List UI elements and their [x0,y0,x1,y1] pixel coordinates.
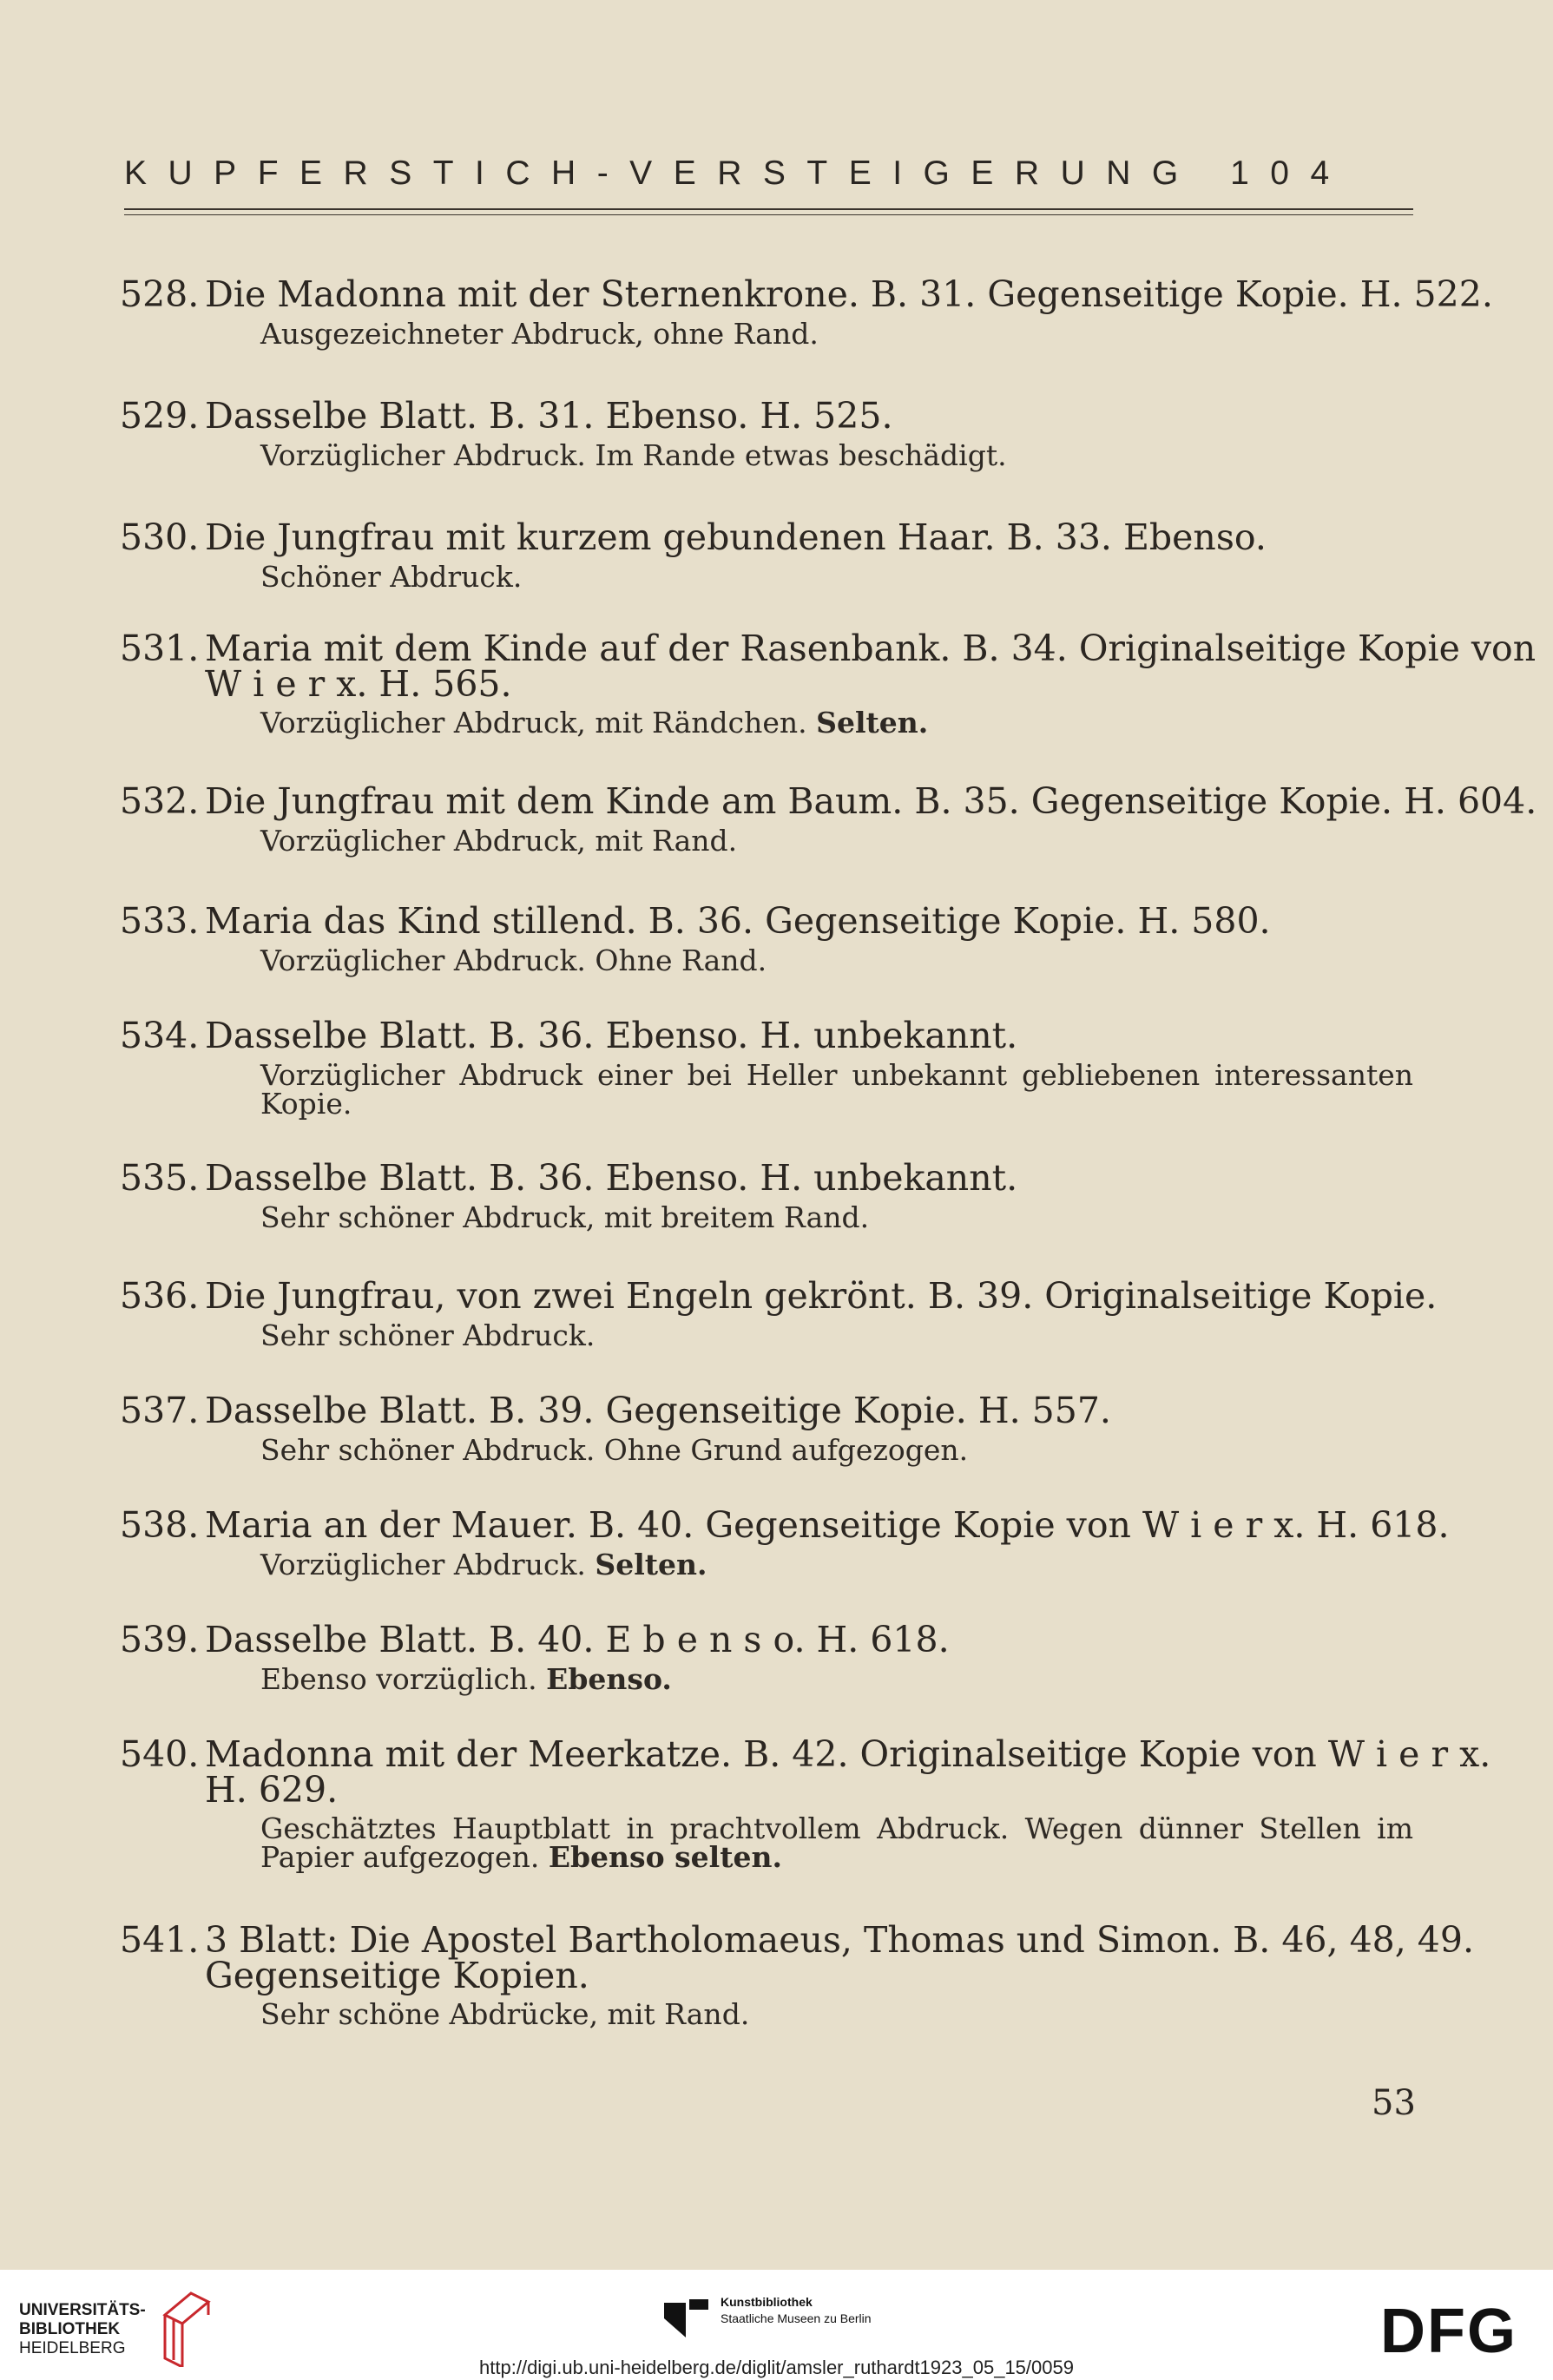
entry-title: Dasselbe Blatt. B. 31. Ebenso. H. 525. [205,395,893,437]
entry-title: Dasselbe Blatt. B. 40. E b e n s o. H. 618. [205,1619,950,1660]
entry-number: 532. [120,780,200,822]
entry-title: Maria mit dem Kinde auf der Rasenbank. B. 34. Originalseitige Kopie von [205,628,1537,669]
entry-title-line [120,900,1413,942]
note-emphasis: Selten. [816,706,929,740]
entry-title-line [120,1392,1413,1429]
entry-title: 3 Blatt: Die Apostel Bartholomaeus, Thomas und Simon. B. 46, 48, 49. [205,1919,1475,1961]
entry-title: Die Jungfrau, von zwei Engeln gekrönt. B. 39. Originalseitige Kopie. [205,1275,1438,1317]
entry-title: Die Jungfrau mit kurzem gebundenen Haar. B. 33. Ebenso. [205,516,1267,558]
entry-condition-note [120,1318,1413,1352]
header-rule-top [124,208,1413,210]
entry-condition-note [120,317,1413,351]
catalog-entry [120,273,1493,351]
note-text: Sehr schöner Abdruck. [260,1318,596,1352]
entry-title-line [120,395,1413,437]
entry-title: Die Jungfrau mit dem Kinde am Baum. B. 35. Gegenseitige Kopie. H. 604. [205,780,1537,822]
note-text: Sehr schöner Abdruck. Ohne Grund aufgezogen. [260,1433,969,1467]
ub-line2: BIBLIOTHEK [19,2320,121,2338]
note-text: Sehr schöne Abdrücke, mit Rand. [260,1997,750,2031]
entry-condition-note [120,560,1413,594]
entry-title-line [120,1919,1475,1961]
note-text: Ebenso vorzüglich. [260,1662,547,1696]
catalog-entry [120,1504,1450,1581]
entry-condition-note [120,1058,1413,1121]
dfg-logo[interactable]: DFG [1380,2297,1517,2366]
entry-condition-note [120,824,1413,858]
note-text: Vorzüglicher Abdruck. Ohne Rand. [260,943,767,977]
kunstbibliothek-logo-icon [660,2292,712,2344]
catalog-entry [120,516,1413,594]
entry-title-line [120,516,1413,558]
note-emphasis: Ebenso. [546,1662,672,1696]
entry-title-line [120,1733,1491,1775]
note-emphasis: Selten. [595,1548,707,1581]
ub-line3: HEIDELBERG [19,2339,126,2357]
catalog-entry [120,628,1537,740]
entry-number: 529. [120,395,200,437]
entry-number: 537. [120,1390,200,1431]
entry-condition-note [120,706,1413,740]
entry-number: 530. [120,516,200,558]
note-text: Ausgezeichneter Abdruck, ohne Rand. [260,317,819,351]
entry-title-line [120,780,1537,822]
entry-condition-note [120,1997,1413,2031]
entry-condition-note [120,1811,1413,1874]
entry-title-continuation: W i e r x. H. 565. [205,663,512,705]
catalog-entry [120,395,1413,472]
catalog-entry [120,1015,1413,1121]
catalog-entry [120,900,1413,977]
entry-number: 533. [120,900,200,942]
entry-number: 540. [120,1733,200,1775]
ub-heidelberg-wordmark[interactable] [19,2301,146,2358]
note-text: Sehr schöner Abdruck, mit breitem Rand. [260,1200,870,1234]
ub-line1: UNIVERSITÄTS- [19,2301,146,2319]
entry-number: 538. [120,1504,200,1546]
entry-title-continuation: H. 629. [205,1769,339,1811]
entry-condition-note [120,438,1413,472]
catalog-entry [120,1919,1475,2031]
catalog-entry [120,1733,1491,1874]
entry-condition-note [120,943,1413,977]
ub-heidelberg-logo-icon [156,2280,217,2367]
note-text: Schöner Abdruck. [260,560,523,594]
entry-title: Dasselbe Blatt. B. 36. Ebenso. H. unbekannt. [205,1157,1018,1199]
entry-title: Maria an der Mauer. B. 40. Gegenseitige Kopie von W i e r x. H. 618. [205,1504,1450,1546]
entry-title-continuation: Gegenseitige Kopien. [205,1955,589,1996]
entry-title-line [120,1017,1413,1054]
page-number: 53 [1372,2083,1416,2123]
entry-title: Dasselbe Blatt. B. 36. Ebenso. H. unbekannt. [205,1015,1018,1056]
entry-number: 541. [120,1919,200,1961]
entry-title-line [120,628,1537,669]
entry-title-line [120,1621,1413,1658]
entry-title: Die Madonna mit der Sternenkrone. B. 31. Gegenseitige Kopie. H. 522. [205,273,1493,315]
entry-title: Maria das Kind stillend. B. 36. Gegenseitige Kopie. H. 580. [205,900,1271,942]
catalog-entry [120,1390,1413,1467]
entry-number: 528. [120,273,200,315]
entry-title: Madonna mit der Meerkatze. B. 42. Originalseitige Kopie von W i e r x. [205,1733,1491,1775]
entry-title: Dasselbe Blatt. B. 39. Gegenseitige Kopie. H. 557. [205,1390,1111,1431]
note-text: Vorzüglicher Abdruck, mit Rand. [260,824,738,858]
note-text: Vorzüglicher Abdruck. [260,1548,596,1581]
kb-line2: Staatliche Museen zu Berlin [721,2311,872,2325]
catalog-entry [120,1619,1413,1696]
note-text: Geschätztes Hauptblatt in prachtvollem Abdruck. Wegen dünner Stellen im Papier aufgezogen. [260,1811,1413,1874]
note-text: Vorzüglicher Abdruck. Im Rande etwas beschädigt. [260,438,1007,472]
entry-title-line [120,1157,1413,1199]
permalink-url[interactable]: http://digi.ub.uni-heidelberg.de/diglit/amsler_ruthardt1923_05_15/0059 [479,2357,1074,2378]
header-rule-bottom [124,214,1413,215]
entry-condition-note [120,1200,1413,1234]
entry-condition-note [120,1550,1413,1579]
entry-condition-note [120,1433,1413,1467]
note-emphasis: Ebenso selten. [548,1840,782,1874]
entry-number: 539. [120,1619,200,1660]
entry-title-line [120,273,1493,315]
entry-number: 531. [120,628,200,669]
catalog-entry [120,1157,1413,1234]
entry-number: 536. [120,1275,200,1317]
note-text: Vorzüglicher Abdruck einer bei Heller unbekannt gebliebenen interessanten Kopie. [260,1058,1413,1121]
entry-title-line [120,1275,1438,1317]
catalog-entry [120,1275,1438,1352]
entry-title-line [120,1504,1450,1546]
kunstbibliothek-wordmark[interactable] [721,2294,872,2327]
catalog-entry [120,780,1537,858]
note-text: Vorzüglicher Abdruck, mit Rändchen. [260,706,817,740]
entry-condition-note [120,1662,1413,1696]
running-header: KUPFERSTICH-VERSTEIGERUNG 104 [124,155,1351,192]
entry-number: 534. [120,1015,200,1056]
entry-number: 535. [120,1157,200,1199]
footer-bar [0,2270,1553,2380]
kb-line1: Kunstbibliothek [721,2295,813,2309]
